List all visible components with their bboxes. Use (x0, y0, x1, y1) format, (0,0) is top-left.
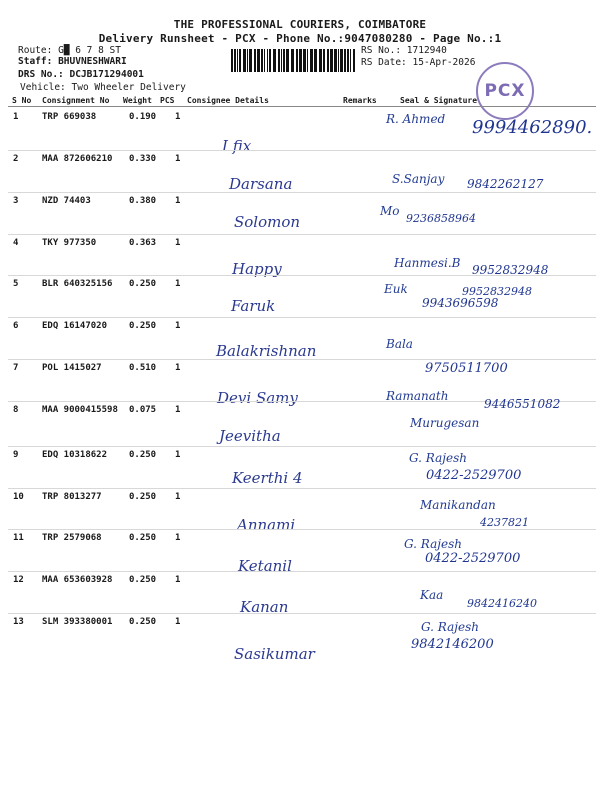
barcode-bar (234, 49, 236, 72)
barcode-bar (291, 49, 294, 72)
row-consignment-no: MAA 9000415598 (42, 405, 118, 415)
row-phone-handwritten: 9943696598 (422, 296, 499, 310)
barcode-bar (327, 49, 329, 72)
row-phone-handwritten: 9236858964 (406, 212, 476, 225)
barcode-bar (344, 49, 346, 72)
barcode-bar (243, 49, 246, 72)
staff-value: BHUVNESHWARI (58, 56, 127, 67)
row-divider (8, 192, 596, 193)
barcode-image (231, 49, 356, 72)
row-consignee-handwritten: Ketanil (238, 557, 292, 575)
row-sno: 6 (13, 321, 19, 331)
row-consignment-no: EDQ 16147020 (42, 321, 108, 331)
company-title: THE PROFESSIONAL COURIERS, COIMBATORE (173, 18, 427, 31)
vehicle-line (20, 82, 186, 93)
row-weight: 0.250 (129, 279, 157, 289)
row-weight: 0.075 (129, 405, 157, 415)
barcode-bar (330, 49, 333, 72)
row-consignee-handwritten: Kanan (240, 598, 289, 616)
row-divider (8, 317, 596, 318)
row-consignment-no: BLR 640325156 (42, 279, 113, 289)
barcode-bar (307, 49, 308, 72)
row-signature: Murugesan (410, 416, 480, 430)
col-seal: Seal & Signature (400, 96, 478, 105)
row-pcs: 1 (175, 112, 181, 122)
col-details: Consignee Details (187, 96, 269, 105)
row-sno: 12 (13, 575, 24, 585)
row-signature: Euk (384, 282, 408, 296)
row-sno: 5 (13, 279, 19, 289)
row-pcs: 1 (175, 492, 181, 502)
row-sno: 11 (13, 533, 24, 543)
barcode-bar (278, 49, 280, 72)
row-sno: 3 (13, 196, 19, 206)
col-remarks: Remarks (343, 96, 377, 105)
row-sno: 13 (13, 617, 24, 627)
row-signature: Bala (386, 337, 413, 351)
barcode-bar (281, 49, 282, 72)
row-pcs: 1 (175, 450, 181, 460)
row-signature: G. Rajesh (421, 620, 479, 634)
drs-value: DCJB171294001 (69, 69, 144, 80)
col-weight: Weight (123, 96, 152, 105)
row-consignee-handwritten: I fix (222, 137, 252, 155)
barcode-bar (257, 49, 260, 72)
row-divider (8, 529, 596, 530)
row-consignee-handwritten: Keerthi 4 (232, 469, 303, 487)
row-pcs: 1 (175, 238, 181, 248)
rs-no-value: 1712940 (406, 45, 447, 56)
barcode-bar (303, 49, 306, 72)
barcode-bar (310, 49, 313, 72)
row-sno: 7 (13, 363, 19, 373)
rs-date-value: 15-Apr-2026 (412, 57, 476, 68)
row-pcs: 1 (175, 405, 181, 415)
row-signature: R. Ahmed (386, 112, 446, 126)
row-signature: S.Sanjay (392, 172, 445, 186)
row-sno: 10 (13, 492, 24, 502)
row-weight: 0.250 (129, 492, 157, 502)
col-consignment: Consignment No (42, 96, 110, 105)
row-pcs: 1 (175, 154, 181, 164)
row-sno: 4 (13, 238, 19, 248)
row-consignment-no: TRP 669038 (42, 112, 97, 122)
row-phone-handwritten: 9842262127 (467, 177, 544, 191)
col-sno: S No (12, 96, 32, 105)
row-weight: 0.250 (129, 450, 157, 460)
row-pcs: 1 (175, 321, 181, 331)
barcode-bar (286, 49, 289, 72)
row-consignment-no: MAA 872606210 (42, 154, 113, 164)
row-pcs: 1 (175, 575, 181, 585)
row-weight: 0.330 (129, 154, 157, 164)
row-consignee-handwritten: Annami (237, 516, 296, 534)
row-weight: 0.250 (129, 617, 157, 627)
row-signature: G. Rajesh (409, 451, 467, 465)
row-pcs: 1 (175, 196, 181, 206)
row-consignment-no: TRP 2579068 (42, 533, 102, 543)
barcode-bar (296, 49, 298, 72)
row-phone-handwritten: 9952832948 (462, 285, 532, 298)
row-consignment-no: EDQ 10318622 (42, 450, 108, 460)
row-signature: Manikandan (420, 498, 496, 512)
rs-date-line (361, 57, 475, 68)
row-divider (8, 150, 596, 151)
vehicle-value: Two Wheeler Delivery (71, 82, 186, 93)
col-pcs: PCS (160, 96, 175, 105)
barcode-bar (338, 49, 339, 72)
route-label: Route: (18, 45, 53, 56)
row-divider (8, 446, 596, 447)
row-divider (8, 613, 596, 614)
row-phone-handwritten: 0422-2529700 (425, 551, 521, 566)
row-consignee-handwritten: Happy (232, 260, 282, 278)
barcode-bar (254, 49, 256, 72)
route-line (18, 45, 121, 56)
row-weight: 0.380 (129, 196, 157, 206)
row-consignee-handwritten: Jeevitha (219, 427, 281, 445)
row-divider (8, 359, 596, 360)
row-consignment-no: POL 1415027 (42, 363, 102, 373)
row-signature: Kaa (420, 588, 444, 602)
row-phone-handwritten: 0422-2529700 (426, 468, 522, 483)
row-divider (8, 571, 596, 572)
runsheet-subtitle: Delivery Runsheet - PCX - Phone No.:9047080280 - Page No.:1 (98, 32, 502, 45)
row-consignment-no: TKY 977350 (42, 238, 97, 248)
barcode-bar (319, 49, 322, 72)
header-divider (8, 106, 596, 107)
row-consignment-no: MAA 653603928 (42, 575, 113, 585)
row-divider (8, 275, 596, 276)
barcode-bar (314, 49, 317, 72)
barcode-bar (334, 49, 337, 72)
barcode-bar (249, 49, 252, 72)
drs-label: DRS No.: (18, 69, 64, 80)
row-signature: Hanmesi.B (394, 256, 461, 270)
barcode-bar (283, 49, 285, 72)
barcode-bar (353, 49, 355, 72)
row-signature: Mo (380, 204, 400, 218)
row-phone-handwritten: 9842146200 (411, 637, 494, 652)
row-phone-handwritten: 9842416240 (467, 597, 537, 610)
barcode-bar (267, 49, 268, 72)
rs-no-line (361, 45, 447, 56)
row-pcs: 1 (175, 279, 181, 289)
row-phone-handwritten: 9952832948 (472, 263, 549, 277)
drs-line (18, 69, 144, 80)
row-divider (8, 488, 596, 489)
barcode-bar (299, 49, 302, 72)
row-consignee-handwritten: Solomon (234, 213, 301, 231)
rs-no-label: RS No.: (361, 45, 402, 56)
row-signature: Ramanath (386, 389, 449, 403)
route-value: G█ 6 7 8 ST (58, 45, 121, 56)
barcode-bar (340, 49, 343, 72)
barcode-bar (323, 49, 325, 72)
rs-date-label: RS Date: (361, 57, 407, 68)
barcode-bar (269, 49, 271, 72)
row-phone-handwritten: 9994462890. (472, 117, 593, 138)
row-consignee-handwritten: Devi Samy (217, 389, 298, 407)
row-weight: 0.190 (129, 112, 157, 122)
row-phone-handwritten: 9446551082 (484, 397, 561, 411)
barcode-bar (261, 49, 263, 72)
row-consignee-handwritten: Balakrishnan (216, 342, 317, 360)
row-pcs: 1 (175, 363, 181, 373)
row-signature: G. Rajesh (404, 537, 462, 551)
row-sno: 1 (13, 112, 19, 122)
row-consignment-no: NZD 74403 (42, 196, 91, 206)
row-phone-handwritten: 4237821 (480, 516, 529, 529)
vehicle-label: Vehicle: (20, 82, 66, 93)
barcode-bar (347, 49, 349, 72)
barcode-bar (237, 49, 238, 72)
barcode-bar (231, 49, 233, 72)
row-phone-handwritten: 9750511700 (425, 361, 508, 376)
pcx-stamp: PCX (476, 62, 534, 120)
barcode-bar (247, 49, 248, 72)
row-sno: 9 (13, 450, 19, 460)
row-pcs: 1 (175, 617, 181, 627)
staff-label: Staff: (18, 56, 53, 67)
barcode-bar (239, 49, 241, 72)
row-weight: 0.363 (129, 238, 157, 248)
barcode-bar (264, 49, 265, 72)
row-consignee-handwritten: Faruk (231, 297, 276, 315)
row-sno: 8 (13, 405, 19, 415)
row-pcs: 1 (175, 533, 181, 543)
barcode-bar (273, 49, 276, 72)
row-consignee-handwritten: Sasikumar (234, 645, 315, 663)
row-consignment-no: SLM 393380001 (42, 617, 113, 627)
row-consignment-no: TRP 8013277 (42, 492, 102, 502)
row-sno: 2 (13, 154, 19, 164)
staff-line (18, 56, 127, 67)
row-weight: 0.510 (129, 363, 157, 373)
row-consignee-handwritten: Darsana (229, 175, 293, 193)
row-weight: 0.250 (129, 533, 157, 543)
row-divider (8, 234, 596, 235)
row-weight: 0.250 (129, 321, 157, 331)
barcode-bar (350, 49, 351, 72)
row-weight: 0.250 (129, 575, 157, 585)
